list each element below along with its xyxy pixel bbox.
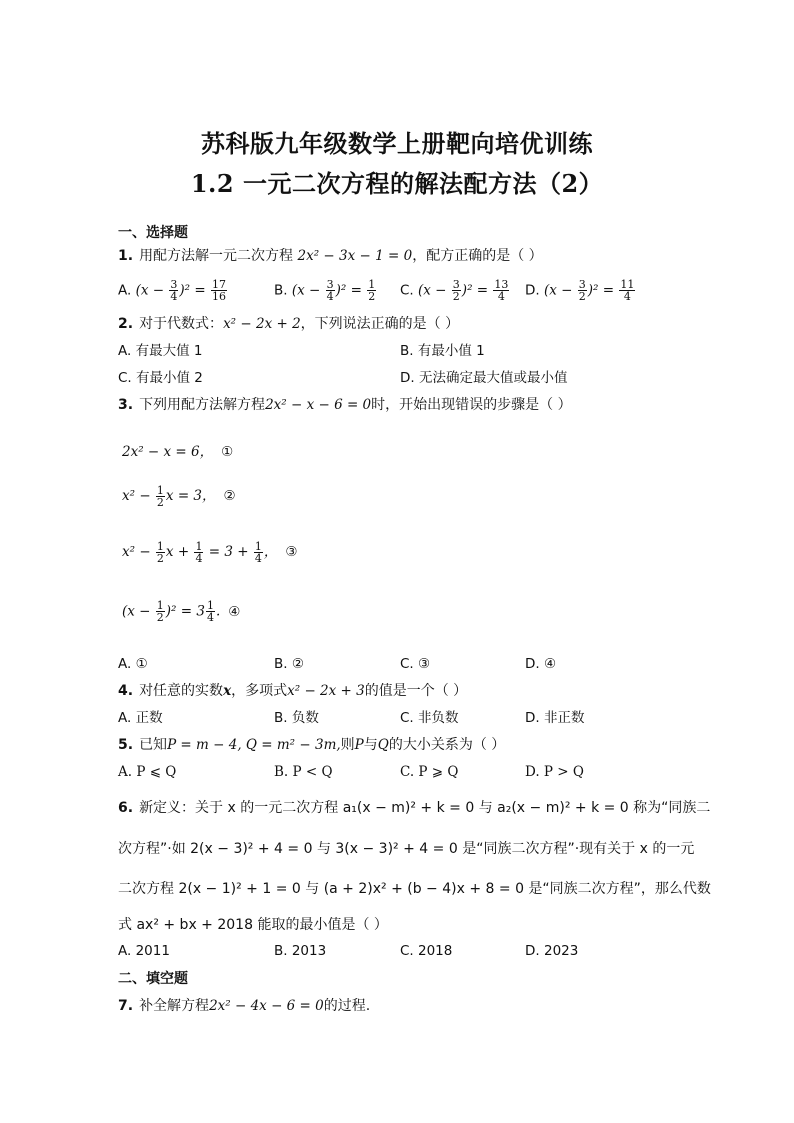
step-marker: ④: [228, 603, 241, 620]
fraction: $\frac{3}{4}$: [170, 278, 178, 303]
solution-step-2: [122, 484, 236, 508]
question-2: [118, 314, 459, 334]
option-math: (x −: [418, 282, 451, 299]
option-b[interactable]: B. 有最小值 1: [400, 343, 485, 359]
question-stem-end: ，配方正确的是（ ）: [412, 248, 543, 264]
question-stem-end: 的大小关系为（ ）: [388, 737, 506, 753]
fraction: $\frac{3}{4}$: [326, 278, 334, 303]
question-stem: 则: [340, 737, 355, 753]
question-stem-end: 的过程.: [323, 998, 371, 1014]
question-stem-end: 的值是一个（ ）: [364, 683, 468, 699]
option-d[interactable]: D. 非正数: [525, 710, 585, 726]
question-number: 1.: [118, 248, 134, 264]
solution-step-4: [122, 600, 240, 623]
question-stem: 用配方法解一元二次方程: [139, 248, 294, 264]
fraction: $\frac{13}{4}$: [494, 278, 509, 303]
question-number: 4.: [118, 683, 134, 699]
option-math: (x −: [543, 282, 577, 299]
fraction: $\frac{1}{4}$: [206, 599, 214, 624]
document-subtitle: 1.2 一元二次方程的解法配方法（2）: [190, 169, 604, 198]
question-stem: 对于代数式：: [139, 316, 224, 332]
step-marker: ②: [223, 488, 236, 504]
option-math: (x −: [291, 282, 325, 299]
option-math: )² =: [587, 282, 619, 299]
option-a[interactable]: A. P ⩽ Q: [118, 764, 177, 780]
fraction: $\frac{1}{2}$: [156, 539, 164, 565]
fraction: $\frac{1}{2}$: [368, 278, 376, 303]
option-a[interactable]: A. 正数: [118, 710, 163, 726]
equation: 2x² − 4x − 6 = 0: [209, 998, 324, 1014]
step-math: x² −: [122, 544, 155, 560]
question-stem-end: ，下列说法正确的是（ ）: [300, 316, 460, 332]
fraction: $\frac{3}{2}$: [578, 278, 586, 303]
question-stem: 与: [363, 737, 378, 753]
equation: 2x² − x − 6 = 0: [265, 397, 372, 413]
option-a[interactable]: [118, 279, 228, 302]
step-math: (x −: [122, 603, 155, 620]
step-math: ，: [263, 544, 278, 560]
fraction: $\frac{11}{4}$: [620, 278, 635, 303]
option-d[interactable]: D. ④: [525, 656, 557, 672]
option-math: (x −: [135, 282, 169, 299]
question-line-1: 新定义：关于 x 的一元二次方程 a₁(x − m)² + k = 0 与 a₂(x − m)² + k = 0 称为“同族二: [139, 800, 711, 816]
question-4: [118, 681, 467, 701]
fraction: $\frac{17}{16}$: [211, 278, 226, 303]
option-label: C.: [400, 282, 414, 299]
option-label: A.: [118, 282, 132, 299]
option-b[interactable]: B. P < Q: [274, 764, 333, 780]
option-b[interactable]: B. 负数: [274, 710, 319, 726]
variable: P: [354, 737, 364, 753]
question-1: [118, 246, 543, 266]
option-d[interactable]: D. P > Q: [525, 764, 584, 780]
fraction: $\frac{1}{2}$: [156, 599, 164, 624]
question-6-line-4: 式 ax² + bx + 2018 能取的最小值是（ ）: [118, 917, 388, 933]
step-math: = 3 +: [204, 544, 253, 560]
section-multiple-choice: 一、选择题: [118, 225, 188, 241]
question-stem: 对任意的实数: [139, 683, 224, 699]
option-math: )² =: [461, 282, 493, 299]
section-fill-in: 二、填空题: [118, 971, 188, 987]
document-title: 苏科版九年级数学上册靶向培优训练: [201, 129, 593, 158]
option-c[interactable]: C. ③: [400, 656, 431, 672]
equation: P = m − 4, Q = m² − 3m,: [167, 737, 341, 753]
solution-step-1: [122, 440, 233, 460]
option-c[interactable]: C. 非负数: [400, 710, 459, 726]
question-5: [118, 735, 505, 755]
question-number: 6.: [118, 800, 134, 816]
question-7: [118, 996, 370, 1016]
equation: 2x² − 3x − 1 = 0: [297, 248, 413, 264]
option-label: B.: [274, 282, 288, 299]
question-3: [118, 395, 572, 415]
option-a[interactable]: A. 有最大值 1: [118, 343, 203, 359]
fraction: $\frac{3}{2}$: [452, 278, 460, 303]
option-a[interactable]: A. 2011: [118, 943, 170, 959]
question-number: 7.: [118, 998, 134, 1014]
fraction: $\frac{1}{4}$: [254, 539, 262, 565]
question-stem: ，多项式: [231, 683, 288, 699]
question-stem-end: 时，开始出现错误的步骤是（ ）: [371, 397, 572, 413]
option-d[interactable]: D. 2023: [525, 943, 579, 959]
question-stem: 补全解方程: [139, 998, 210, 1014]
question-stem: 下列用配方法解方程: [139, 397, 266, 413]
equation: x² − 2x + 2: [223, 316, 301, 332]
step-marker: ①: [221, 444, 234, 460]
option-a[interactable]: A. ①: [118, 656, 148, 672]
question-6: [118, 798, 710, 818]
fraction: $\frac{1}{4}$: [195, 539, 203, 565]
option-c[interactable]: C. P ⩾ Q: [400, 764, 459, 780]
option-d[interactable]: [525, 279, 636, 302]
option-b[interactable]: B. 2013: [274, 943, 327, 959]
option-math: )² =: [335, 282, 367, 299]
option-b[interactable]: B. ②: [274, 656, 304, 672]
solution-step-3: [122, 540, 297, 564]
step-math: x = 3，: [165, 488, 216, 504]
question-6-line-2: 次方程”·如 2(x − 3)² + 4 = 0 与 3(x − 3)² + 4 = 0 是“同族二次方程”·现有关于 x 的一元: [118, 841, 695, 857]
option-math: )² =: [179, 282, 210, 299]
question-number: 3.: [118, 397, 134, 413]
option-label: D.: [525, 282, 540, 299]
question-number: 2.: [118, 316, 134, 332]
option-c[interactable]: C. 有最小值 2: [118, 370, 203, 386]
step-math: .: [215, 603, 221, 620]
option-d[interactable]: D. 无法确定最大值或最小值: [400, 370, 568, 386]
option-b[interactable]: [274, 279, 377, 302]
variable: x: [223, 683, 232, 699]
question-6-line-3: 二次方程 2(x − 1)² + 1 = 0 与 (a + 2)x² + (b − 4)x + 8 = 0 是“同族二次方程”，那么代数: [118, 881, 711, 897]
equation: x² − 2x + 3: [287, 683, 365, 699]
question-stem: 已知: [139, 737, 168, 753]
option-c[interactable]: [400, 279, 510, 302]
fraction: $\frac{1}{2}$: [156, 483, 164, 509]
step-math: x² −: [122, 488, 155, 504]
step-marker: ③: [285, 544, 298, 560]
step-math: x +: [165, 544, 194, 560]
option-c[interactable]: C. 2018: [400, 943, 453, 959]
question-number: 5.: [118, 737, 134, 753]
step-math: 2x² − x = 6，: [122, 444, 214, 460]
variable: Q: [377, 737, 389, 753]
step-math: )² = 3: [165, 603, 205, 620]
